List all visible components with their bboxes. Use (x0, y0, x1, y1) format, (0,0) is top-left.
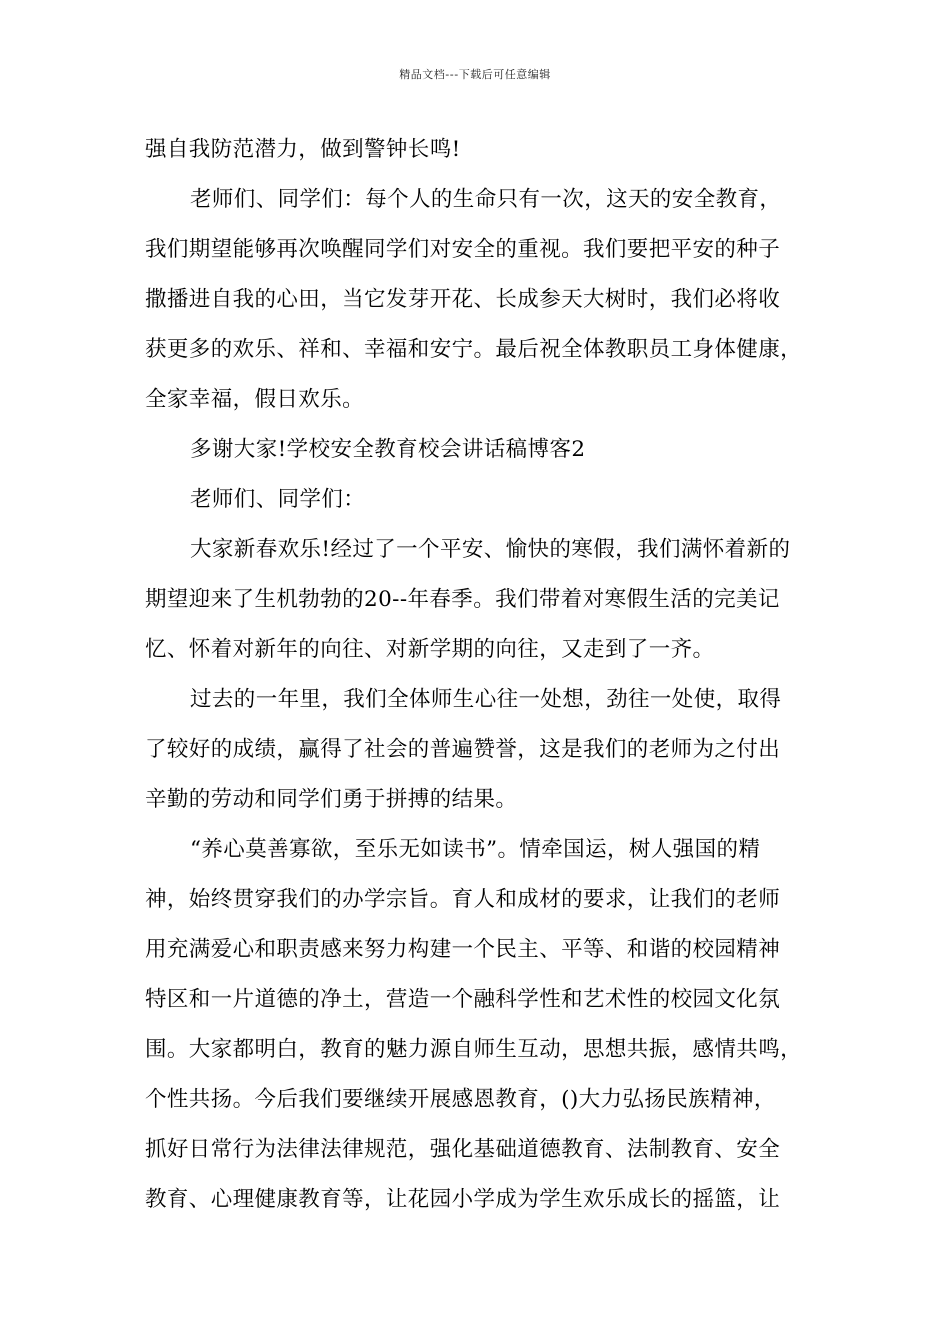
text-line: 忆、怀着对新年的向往、对新学期的向往，又走到了一齐。 (145, 637, 715, 662)
text-line: 老师们、同学们：每个人的生命只有一次，这天的安全教育， (190, 187, 782, 212)
page-header: 精品文档---下载后可任意编辑 (399, 68, 551, 81)
text-line: 我们期望能够再次唤醒同学们对安全的重视。我们要把平安的种子 (145, 237, 781, 262)
text-line: 大家新春欢乐!经过了一个平安、愉快的寒假，我们满怀着新的 (190, 537, 791, 562)
text-line: 个性共扬。今后我们要继续开展感恩教育，()大力弘扬民族精神， (145, 1087, 776, 1112)
text-line: 抓好日常行为法律法律规范，强化基础道德教育、法制教育、安全 (145, 1137, 781, 1162)
section-title: 多谢大家!学校安全教育校会讲话稿博客2 (190, 437, 586, 462)
text-line: 期望迎来了生机勃勃的20--年春季。我们带着对寒假生活的完美记 (145, 587, 780, 612)
text-line: 围。大家都明白，教育的魅力源自师生互动，思想共振，感情共鸣， (145, 1037, 803, 1062)
text-line: 教育、心理健康教育等，让花园小学成为学生欢乐成长的摇篮，让 (145, 1187, 781, 1212)
text-line: “养心莫善寡欲，至乐无如读书”。情牵国运，树人强国的精 (190, 837, 761, 862)
text-line: 获更多的欢乐、祥和、幸福和安宁。最后祝全体教职员工身体健康， (145, 337, 803, 362)
text-line: 撒播进自我的心田，当它发芽开花、长成参天大树时，我们必将收 (145, 287, 781, 312)
text-line: 辛勤的劳动和同学们勇于拼搏的结果。 (145, 787, 518, 812)
text-line: 了较好的成绩，赢得了社会的普遍赞誉，这是我们的老师为之付出 (145, 737, 781, 762)
text-line: 神，始终贯穿我们的办学宗旨。育人和成材的要求，让我们的老师 (145, 887, 781, 912)
salutation: 老师们、同学们： (190, 487, 366, 512)
text-line: 特区和一片道德的净土，营造一个融科学性和艺术性的校园文化氛 (145, 987, 781, 1012)
text-line: 强自我防范潜力，做到警钟长鸣! (145, 137, 461, 162)
text-line: 过去的一年里，我们全体师生心往一处想，劲往一处使，取得 (190, 687, 782, 712)
text-line: 用充满爱心和职责感来努力构建一个民主、平等、和谐的校园精神 (145, 937, 781, 962)
text-line: 全家幸福，假日欢乐。 (145, 387, 365, 412)
document-body (145, 125, 825, 1225)
